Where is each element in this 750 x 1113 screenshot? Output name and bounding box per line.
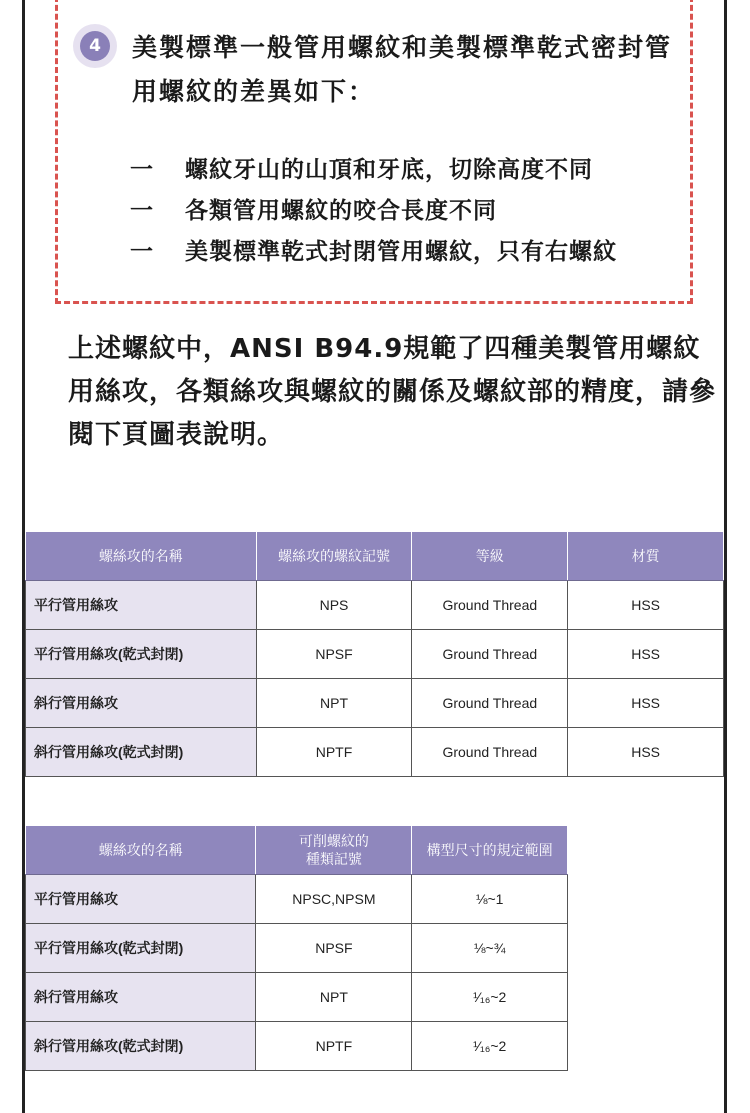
table-cell: Ground Thread [412,581,568,630]
table-cell: ¹⁄₁₆~2 [412,973,568,1022]
table-cell: 平行管用絲攻 [26,581,257,630]
table-cell: 斜行管用絲攻 [26,973,256,1022]
list-item-text: 螺紋牙山的山頂和牙底，切除高度不同 [185,157,593,183]
tap-spec-table [25,531,724,777]
table-cell: NPT [256,679,412,728]
table-cell: NPSF [256,924,412,973]
thread-range-table [25,825,568,1071]
table-cell: 斜行管用絲攻(乾式封閉) [26,728,257,777]
table-cell: 平行管用絲攻 [26,875,256,924]
table-cell: HSS [568,728,724,777]
table-cell: ⅛~1 [412,875,568,924]
difference-list [130,150,690,273]
table-row [26,875,568,924]
list-item [130,232,690,273]
table-cell: Ground Thread [412,630,568,679]
column-header: 構型尺寸的規定範圍 [412,826,568,875]
list-item [130,191,690,232]
table-cell: 斜行管用絲攻 [26,679,257,728]
list-item [130,150,690,191]
table-cell: NPSC,NPSM [256,875,412,924]
section-number-badge [73,24,117,68]
table-row [26,924,568,973]
column-header: 螺絲攻的名稱 [26,826,256,875]
table-cell: ⅛~¾ [412,924,568,973]
section-number: 4 [80,31,110,61]
table-header-row [26,826,568,875]
column-header: 可削螺紋的 種類記號 [256,826,412,875]
table-cell: 平行管用絲攻(乾式封閉) [26,630,257,679]
table-cell: ¹⁄₁₆~2 [412,1022,568,1071]
table-cell: 斜行管用絲攻(乾式封閉) [26,1022,256,1071]
column-header: 等級 [412,532,568,581]
table-row [26,581,724,630]
table-cell: Ground Thread [412,728,568,777]
column-header: 螺絲攻的螺紋記號 [256,532,412,581]
table-row [26,1022,568,1071]
table-cell: Ground Thread [412,679,568,728]
table-header-row [26,532,724,581]
table-row [26,973,568,1022]
table-row [26,630,724,679]
column-header: 螺絲攻的名稱 [26,532,257,581]
table-row [26,728,724,777]
bullet-dash: 一 [130,239,154,265]
section-heading: 美製標準一般管用螺紋和美製標準乾式密封管用螺紋的差異如下： [132,33,673,106]
table-cell: NPTF [256,728,412,777]
table-cell: NPTF [256,1022,412,1071]
page-border-right [724,0,727,1113]
bullet-dash: 一 [130,157,154,183]
table-cell: HSS [568,581,724,630]
column-header: 材質 [568,532,724,581]
table-cell: 平行管用絲攻(乾式封閉) [26,924,256,973]
table-cell: HSS [568,679,724,728]
table-cell: HSS [568,630,724,679]
bullet-dash: 一 [130,198,154,224]
list-item-text: 美製標準乾式封閉管用螺紋，只有右螺紋 [185,239,617,265]
table-cell: NPSF [256,630,412,679]
list-item-text: 各類管用螺紋的咬合長度不同 [185,198,497,224]
table-row [26,679,724,728]
intro-paragraph: 上述螺紋中，ANSI B94.9規範了四種美製管用螺紋用絲攻，各類絲攻與螺紋的關係及螺紋部的精度，請參閱下頁圖表說明。 [68,334,717,450]
table-cell: NPS [256,581,412,630]
table-cell: NPT [256,973,412,1022]
